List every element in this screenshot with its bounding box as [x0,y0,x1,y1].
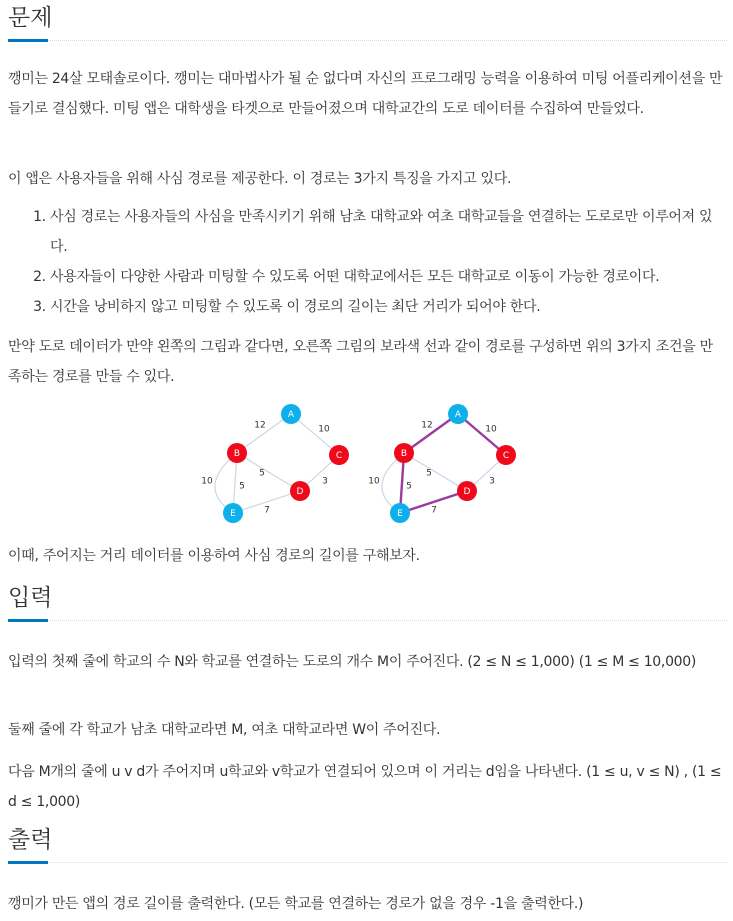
edge-weight-label: 12 [421,420,433,431]
node-label: A [287,410,295,420]
title-divider [8,40,727,41]
node-label: A [454,410,462,420]
edge-weight-label: 3 [322,476,328,487]
edge-weight-label: 5 [259,468,265,479]
edge-B-D [404,453,467,491]
feature-item: 1. 사심 경로는 사용자들의 사심을 만족시키기 위해 남초 대학교와 여초 대학교들을 연결하는 도로로만 이루어져 있다. [50,202,723,262]
title-accent-bar [8,39,48,42]
edge-weight-label: 3 [489,476,495,487]
output-title: 출력 [8,827,53,853]
input-paragraph-edges: 다음 M개의 줄에 u v d가 주어지며 u학교와 v학교가 연결되어 있으며 이 거리는 d임을 나타낸다. (1 ≤ u, v ≤ N) , (1 ≤ d ≤ 1,000) [8,764,722,810]
edge-weight-label: 5 [426,468,432,479]
input-paragraph-first-line: 입력의 첫째 줄에 학교의 수 N와 학교를 연결하는 도로의 개수 M이 주어진다. (2 ≤ N ≤ 1,000) (1 ≤ M ≤ 10,000) [8,654,697,670]
problem-title: 문제 [8,5,53,31]
problem-paragraph-example: 만약 도로 데이터가 만약 왼쪽의 그림과 같다면, 오른쪽 그림의 보라색 선과 같이 경로를 구성하면 위의 3가지 조건을 만족하는 경로를 만들 수 있다. [8,339,713,385]
graph-figure-svg [190,395,530,535]
node-label: E [397,509,403,519]
problem-paragraph-intro: 깽미는 24살 모태솔로이다. 깽미는 대마법사가 될 순 없다며 자신의 프로그래밍 능력을 이용하여 미팅 어플리케이션을 만들기로 결심했다. 미팅 앱은 대학생을 타겟으로 만들어졌으며 대학교간의 도로 데이터를 수집하여 만들었다. [8,71,723,117]
node-label: E [230,509,236,519]
input-paragraph-second-line: 둘째 줄에 각 학교가 남초 대학교라면 M, 여초 대학교라면 W이 주어진다. [8,722,441,738]
output-section-header [8,826,733,854]
problem-section-header [8,4,733,32]
edge-weight-label: 5 [406,481,412,492]
problem-paragraph-route: 이 앱은 사용자들을 위해 사심 경로를 제공한다. 이 경로는 3가지 특징을 가지고 있다. [8,171,512,187]
input-title: 입력 [8,585,53,611]
edge-weight-label: 7 [431,505,437,516]
edge-weight-label: 10 [368,476,380,487]
title-accent-bar [8,861,48,864]
problem-paragraph-task: 이때, 주어지는 거리 데이터를 이용하여 사심 경로의 길이를 구해보자. [8,548,420,564]
edge-B-D [237,453,300,491]
edge-weight-label: 10 [485,424,497,435]
title-divider [8,620,727,621]
feature-item: 3. 시간을 낭비하지 않고 미팅할 수 있도록 이 경로의 길이는 최단 거리가 되어야 한다. [50,292,723,322]
feature-list [8,202,723,322]
edge-weight-label: 10 [201,476,213,487]
edge-weight-label: 12 [254,420,266,431]
node-label: C [502,451,510,461]
node-label: D [296,487,304,497]
graph-original [201,404,349,523]
feature-item: 2. 사용자들이 다양한 사람과 미팅할 수 있도록 어떤 대학교에서든 모든 대학교로 이동이 가능한 경로이다. [50,262,723,292]
input-section-header [8,584,733,612]
title-divider [8,862,727,863]
edge-weight-label: 10 [318,424,330,435]
node-label: D [463,487,471,497]
output-paragraph: 깽미가 만든 앱의 경로 길이를 출력한다. (모든 학교를 연결하는 경로가 없을 경우 -1을 출력한다.) [8,896,584,912]
graph-sasim-path [368,404,516,523]
graph-figure [190,395,530,535]
edge-weight-label: 7 [264,505,270,516]
node-label: B [233,449,241,459]
node-label: C [335,451,343,461]
node-label: B [400,449,408,459]
title-accent-bar [8,619,48,622]
edge-weight-label: 5 [239,481,245,492]
